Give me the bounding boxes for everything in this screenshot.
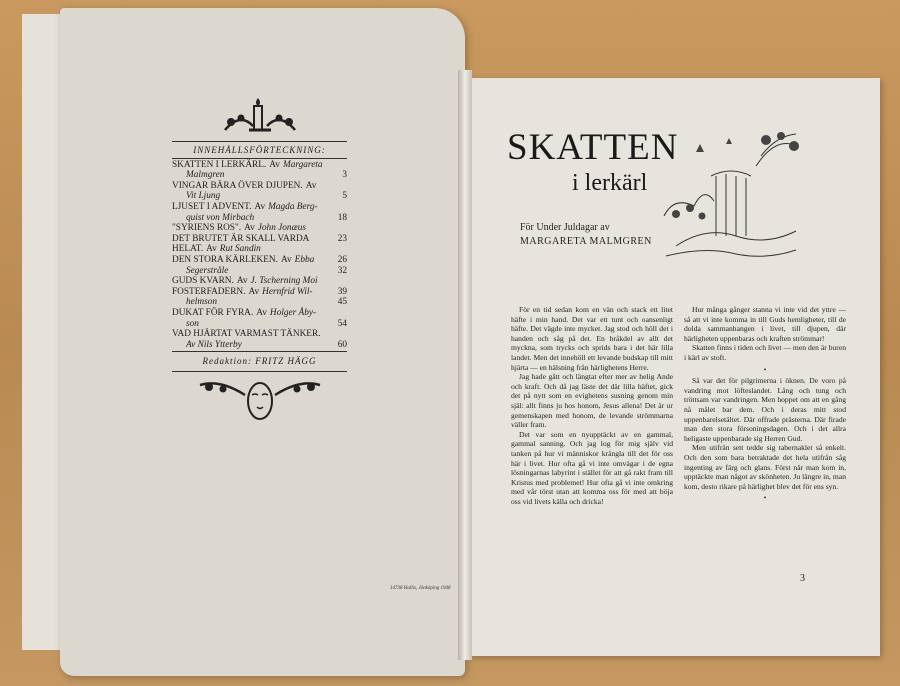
- toc-entry-page: 54: [337, 318, 347, 329]
- toc-entry-title: DUKAT FÖR FYRA.: [172, 307, 254, 318]
- toc-entry: [172, 202, 347, 223]
- toc-entry-title: VINGAR BÄRA ÖVER DJUPEN.: [172, 180, 303, 191]
- toc-entry-title: GUDS KVARN.: [172, 276, 234, 287]
- article-paragraph: Så var det för pilgrimerna i öknen. De voro på vandring mot löfteslandet. Lång och tung och tröttsam var vandringen. Men hoppet om att en gång nå målet bar dem. Och i deras mitt stod uppenbarelsetältet. Där offrade prästerna. Där firade man den stora försoningsdagen. Och i det allra heligaste uppenbarade sig Herren Gud.: [684, 376, 846, 443]
- toc-entry-author: Rut Sandin: [219, 244, 261, 255]
- toc-entry-author: John Jonæus: [257, 223, 307, 234]
- table-of-contents: [172, 96, 347, 429]
- article-paragraph: Men utifrån sett tedde sig tabernaklet så enkelt. Och den som bara betraktade det hela utifrån såg ingenting av färg och glans. Först när man kom in, upptäckte man något av skönheten. Ju längre in, man kom, desto rikare på härlighet blev det för ens syn.: [684, 443, 846, 491]
- toc-entry-author-cont: helmson: [186, 297, 217, 308]
- section-dot: •: [763, 493, 767, 503]
- toc-entry-by: Av: [305, 180, 317, 191]
- section-dot: •: [763, 364, 767, 374]
- article-author: MARGARETA MALMGREN: [520, 236, 652, 247]
- toc-entry-by: Av: [244, 223, 255, 234]
- toc-entry-title: VAD HJÄRTAT VARMAST TÄNKER.: [172, 329, 321, 340]
- candle-ornament-icon: [172, 96, 347, 140]
- toc-entry-page: 26: [337, 254, 347, 265]
- toc-entry-title: FOSTERFADERN.: [172, 286, 246, 297]
- toc-entry-author-cont: quist von Mirbach: [186, 212, 255, 223]
- toc-entry-author-cont: Segerstråle: [186, 265, 229, 276]
- toc-entry-page: 3: [342, 170, 347, 181]
- article-column-2: [684, 305, 846, 505]
- printer-note: 14738 Hallis, Jönköping 1948: [390, 586, 451, 591]
- article-subtitle: i lerkärl: [572, 170, 648, 196]
- toc-entry-title: HELAT.: [172, 244, 204, 255]
- toc-entry: [172, 308, 347, 329]
- page-number: 3: [800, 573, 805, 584]
- toc-entry: [172, 160, 347, 181]
- toc-entry-by: Av: [280, 254, 292, 265]
- toc-entry-page: 60: [337, 339, 347, 350]
- toc-entry-page: 18: [337, 212, 347, 223]
- toc-entry-title: DEN STORA KÄRLEKEN.: [172, 254, 278, 265]
- toc-entry-by: Av: [254, 201, 266, 212]
- toc-entry: [172, 329, 347, 350]
- toc-entry-author-cont: son: [186, 318, 199, 329]
- toc-rule-lower: [172, 351, 347, 352]
- toc-entry-author-cont: Vit Ljung: [186, 191, 221, 202]
- toc-entry-title: LJUSET I ADVENT.: [172, 201, 252, 212]
- toc-entry-author-cont: Malmgren: [186, 170, 225, 181]
- toc-entry-page: 45: [337, 297, 347, 308]
- toc-entry-author: Hernfrid Wil-: [262, 286, 313, 297]
- toc-entry-by: Av: [236, 276, 248, 287]
- article-paragraph: För en tid sedan kom en vän och stack ett litet häfte i min hand. Det var ett tunt och oansenligt häfte. Det vägde inte mycket. Jag stod och höll det i handen och såg på det. En bråkdel av allt det myckna, som trycks och sprids bara i det här lilla landet. Men det innehöll ett levande budskap till mitt hjärta — en hälsning från härlighetens Herre.: [511, 305, 673, 372]
- toc-redaktion: Redaktion: FRITZ HÄGG: [202, 356, 317, 367]
- toc-entry-by: Av: [256, 307, 267, 318]
- toc-entry-page: 32: [337, 265, 347, 276]
- toc-entry-title: DET BRUTET ÄR SKALL VARDA: [172, 233, 310, 244]
- toc-entry-author: Margareta: [282, 159, 323, 170]
- waterfall-illustration-icon: [656, 126, 806, 266]
- toc-entry: [172, 234, 347, 245]
- toc-entry-title: "SYRIENS ROS".: [172, 223, 242, 234]
- toc-heading: INNEHÅLLSFÖRTECKNING:: [193, 145, 326, 155]
- toc-entry-page: 5: [342, 191, 347, 202]
- toc-entry: [172, 287, 347, 308]
- article-paragraph: Jag hade gått och längtat efter mer av helig Ande och kraft. Och då jag läste det där lilla häftet, gick det på nytt som en evighetens susning genom min själ: allt finns ju hos honom, Jesus allena! Det är ur gemenskapen med honom, de levande strömmarna väller fram.: [511, 372, 673, 430]
- article-column-1: [511, 305, 673, 506]
- toc-entry-by: Av: [269, 159, 280, 170]
- toc-entry-author: J. Tscherning Moi: [250, 276, 318, 287]
- toc-entry-author-cont: Av Nils Ytterby: [186, 339, 242, 350]
- face-ornament-icon: [172, 373, 347, 429]
- toc-rule-top: [172, 141, 347, 142]
- toc-rule-bottom: [172, 371, 347, 372]
- book-spine: [458, 70, 472, 660]
- article-paragraph: Det var som en nyupptäckt av en gammal, gammal sanning. Och jag log för mig själv vid tanken på hur vi människor krångla till det för oss här i livet. Hur ofta gå vi inte omvägar i de egna lösningarnas labyrint i stället för att gå rakt fram till Kristus med problemet! Hur ofta gå vi inte omkring med vår törst utan att komma oss för med att böja oss vid livets källa och dricka!: [511, 429, 673, 506]
- toc-entry-by: Av: [248, 286, 260, 297]
- toc-entry-page: 39: [337, 286, 347, 297]
- toc-entry-author: Ebba: [294, 254, 315, 265]
- toc-entry-author: Magda Berg-: [268, 201, 318, 212]
- toc-rule-upper: [172, 158, 347, 159]
- article-paragraph: Skatten finns i tiden och livet — men den är buren i kärl av stoft.: [684, 343, 846, 362]
- toc-entry-page: 23: [337, 233, 347, 244]
- toc-entry: [172, 255, 347, 276]
- toc-entry: [172, 181, 347, 202]
- article-paragraph: Hur många gånger stanna vi inte vid det yttre — så att vi inte komma in till Guds hemligheter, till de dolda sammanhangen i livet, till djupen, där härligheten uppenbaras och kraften strömmar!: [684, 305, 846, 343]
- article-title: SKATTEN: [507, 127, 679, 168]
- article-for-line: För Under Juldagar av: [520, 222, 610, 233]
- toc-entry-author: Holger Åby-: [269, 307, 317, 318]
- toc-entry-title: SKATTEN I LERKÄRL.: [172, 159, 267, 170]
- toc-entries: [172, 160, 347, 351]
- toc-entry-by: Av: [206, 244, 217, 255]
